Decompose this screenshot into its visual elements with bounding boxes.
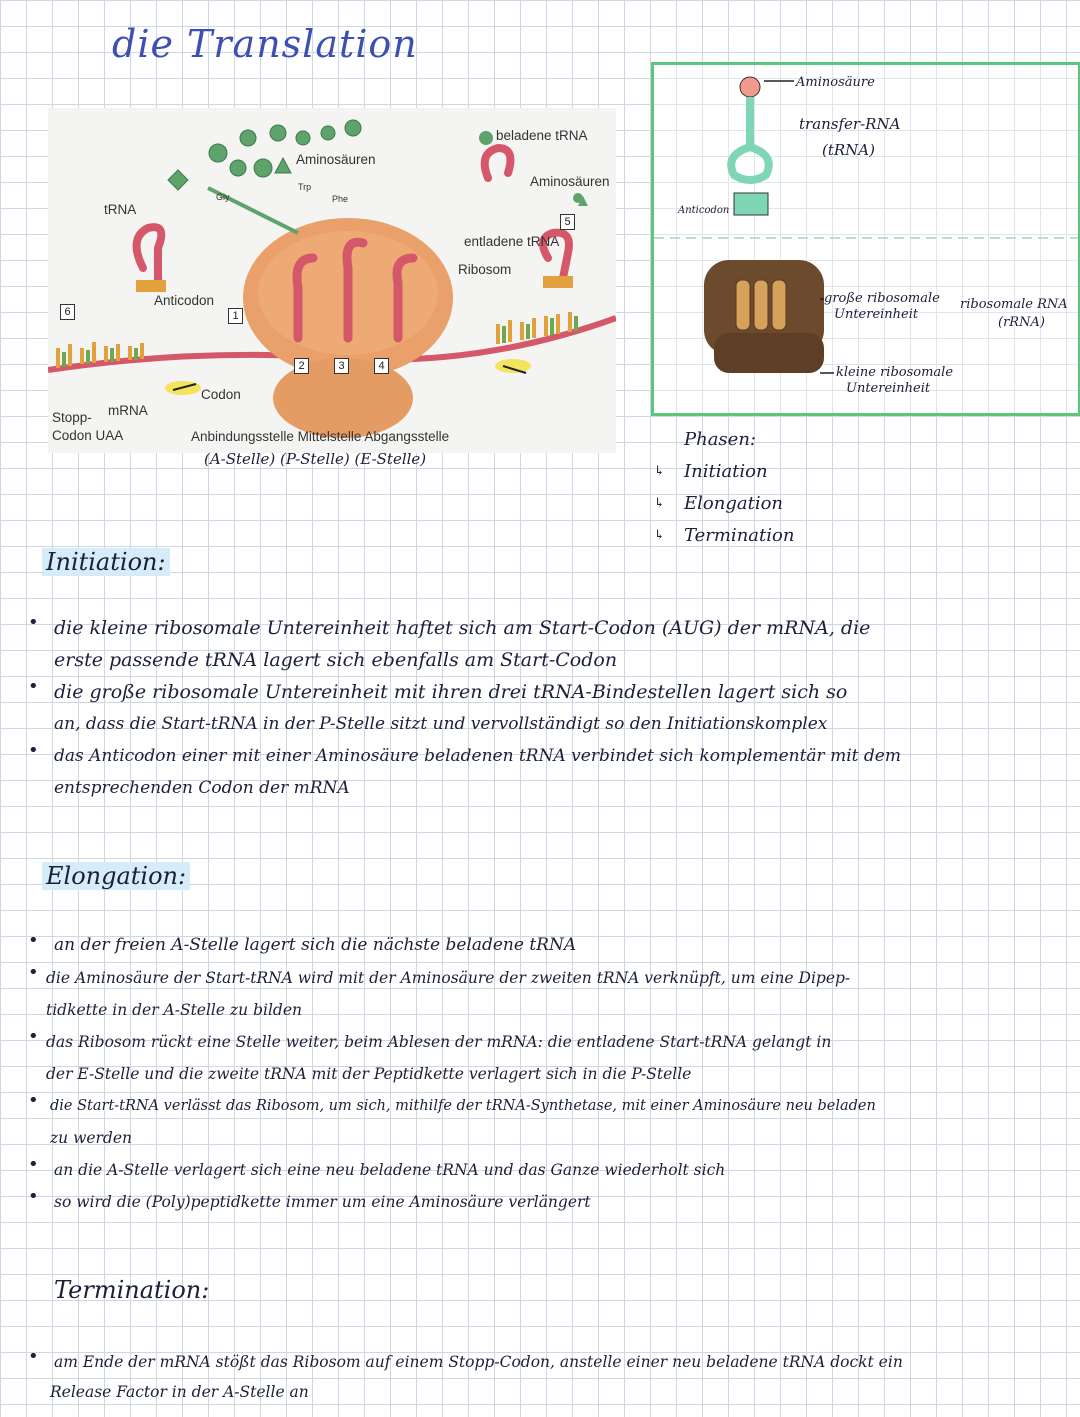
- label-phe: Phe: [332, 194, 349, 204]
- termination-line-1: am Ende der mRNA stößt das Ribosom auf einem Stopp-Codon, anstelle einer neu beladene tRNA dockt ein: [54, 1353, 903, 1371]
- label-beladene-trna: beladene tRNA: [496, 128, 588, 143]
- label-aminosaeuren-right: Aminosäuren: [530, 174, 610, 189]
- elongation-line-6: die Start-tRNA verlässt das Ribosom, um sich, mithilfe der tRNA-Synthetase, mit einer Aminosäure neu beladen: [50, 1098, 876, 1114]
- label-aminosaeuren: Aminosäuren: [296, 152, 376, 167]
- initiation-line-6: entsprechenden Codon der mRNA: [54, 778, 350, 798]
- bullet-icon: •: [28, 930, 39, 951]
- phases-list: [654, 424, 795, 552]
- label-codon: Codon: [201, 387, 241, 402]
- bullet-icon: •: [28, 1026, 39, 1047]
- initiation-line-5: das Anticodon einer mit einer Aminosäure beladenen tRNA verbindet sich komplementär mit dem: [54, 746, 901, 766]
- label-binding-sites: Anbindungsstelle Mittelstelle Abgangsstelle: [191, 429, 450, 444]
- label-entladene-trna: entladene tRNA: [464, 234, 560, 249]
- elongation-line-2: die Aminosäure der Start-tRNA wird mit der Aminosäure der zweiten tRNA verknüpft, um eine Dipep-: [46, 969, 851, 987]
- phase-item: ↳ Initiation: [684, 456, 794, 488]
- label-aminosaeure: Aminosäure: [796, 75, 875, 90]
- arrow-icon: ↳: [654, 528, 665, 543]
- elongation-line-8: an die A-Stelle verlagert sich eine neu beladene tRNA und das Ganze wiederholt sich: [54, 1161, 726, 1179]
- page-title: die Translation: [112, 22, 418, 66]
- bullet-icon: •: [28, 1186, 39, 1207]
- label-kleine: kleine ribosomale: [836, 365, 954, 380]
- termination-line-2: Release Factor in der A-Stelle an: [50, 1383, 309, 1401]
- number-1: 1: [228, 308, 243, 324]
- elongation-line-4: das Ribosom rückt eine Stelle weiter, beim Ablesen der mRNA: die entladene Start-tRNA gelangt in: [46, 1033, 832, 1051]
- bullet-icon: •: [28, 676, 39, 697]
- label-trna: tRNA: [104, 202, 137, 217]
- bullet-icon: •: [28, 962, 39, 983]
- elongation-line-9: so wird die (Poly)peptidkette immer um eine Aminosäure verlängert: [54, 1193, 591, 1211]
- label-trp: Trp: [298, 182, 312, 192]
- initiation-heading: Initiation:: [42, 548, 170, 576]
- elongation-line-1: an der freien A-Stelle lagert sich die nächste beladene tRNA: [54, 935, 577, 955]
- initiation-line-4: an, dass die Start-tRNA in der P-Stelle sitzt und vervollständigt so den Initiationskomplex: [54, 714, 828, 734]
- label-ribosomale-rna: ribosomale RNA: [960, 297, 1068, 312]
- bullet-icon: •: [28, 1346, 39, 1367]
- number-2: 2: [294, 358, 309, 374]
- label-stopp-codon: Codon UAA: [52, 428, 124, 443]
- phase-item: ↳ Termination: [684, 520, 794, 552]
- initiation-line-2: erste passende tRNA lagert sich ebenfalls am Start-Codon: [54, 649, 618, 671]
- label-kleine-untereinheit: Untereinheit: [846, 381, 931, 396]
- initiation-line-1: die kleine ribosomale Untereinheit haftet sich am Start-Codon (AUG) der mRNA, die: [54, 617, 871, 639]
- bullet-icon: •: [28, 1090, 39, 1111]
- arrow-icon: ↳: [654, 464, 665, 479]
- label-ribosom: Ribosom: [458, 262, 512, 277]
- elongation-heading: Elongation:: [42, 862, 190, 890]
- label-stopp: Stopp-: [52, 410, 92, 425]
- number-5: 5: [560, 214, 575, 230]
- number-4: 4: [374, 358, 389, 374]
- label-anticodon: Anticodon: [154, 293, 215, 308]
- label-gly: Gly: [216, 192, 230, 202]
- number-3: 3: [334, 358, 349, 374]
- label-mrna: mRNA: [108, 403, 148, 418]
- initiation-line-3: die große ribosomale Untereinheit mit ihren drei tRNA-Bindestellen lagert sich so: [54, 681, 848, 703]
- number-6: 6: [60, 304, 75, 320]
- label-grosse: große ribosomale: [824, 291, 940, 306]
- label-grosse-untereinheit: Untereinheit: [834, 307, 919, 322]
- bullet-icon: •: [28, 740, 39, 761]
- phase-item: ↳ Elongation: [684, 488, 794, 520]
- bullet-icon: •: [28, 612, 39, 633]
- label-transfer-rna: transfer-RNA: [799, 115, 901, 133]
- elongation-line-7: zu werden: [50, 1129, 133, 1147]
- phases-title: Phasen:: [684, 429, 756, 450]
- elongation-line-5: der E-Stelle und die zweite tRNA mit der Peptidkette verlagert sich in die P-Stelle: [46, 1065, 692, 1083]
- site-notes: (A-Stelle) (P-Stelle) (E-Stelle): [204, 450, 427, 468]
- arrow-icon: ↳: [654, 496, 665, 511]
- ribosome-sidebox: [651, 62, 1080, 416]
- translation-diagram: [48, 108, 616, 453]
- elongation-line-3: tidkette in der A-Stelle zu bilden: [46, 1001, 302, 1019]
- label-anticodon-small: Anticodon: [678, 205, 730, 216]
- bullet-icon: •: [28, 1154, 39, 1175]
- termination-heading: Termination:: [54, 1276, 210, 1304]
- label-rrna-abbr: (rRNA): [998, 315, 1045, 330]
- label-trna-abbr: (tRNA): [822, 141, 875, 159]
